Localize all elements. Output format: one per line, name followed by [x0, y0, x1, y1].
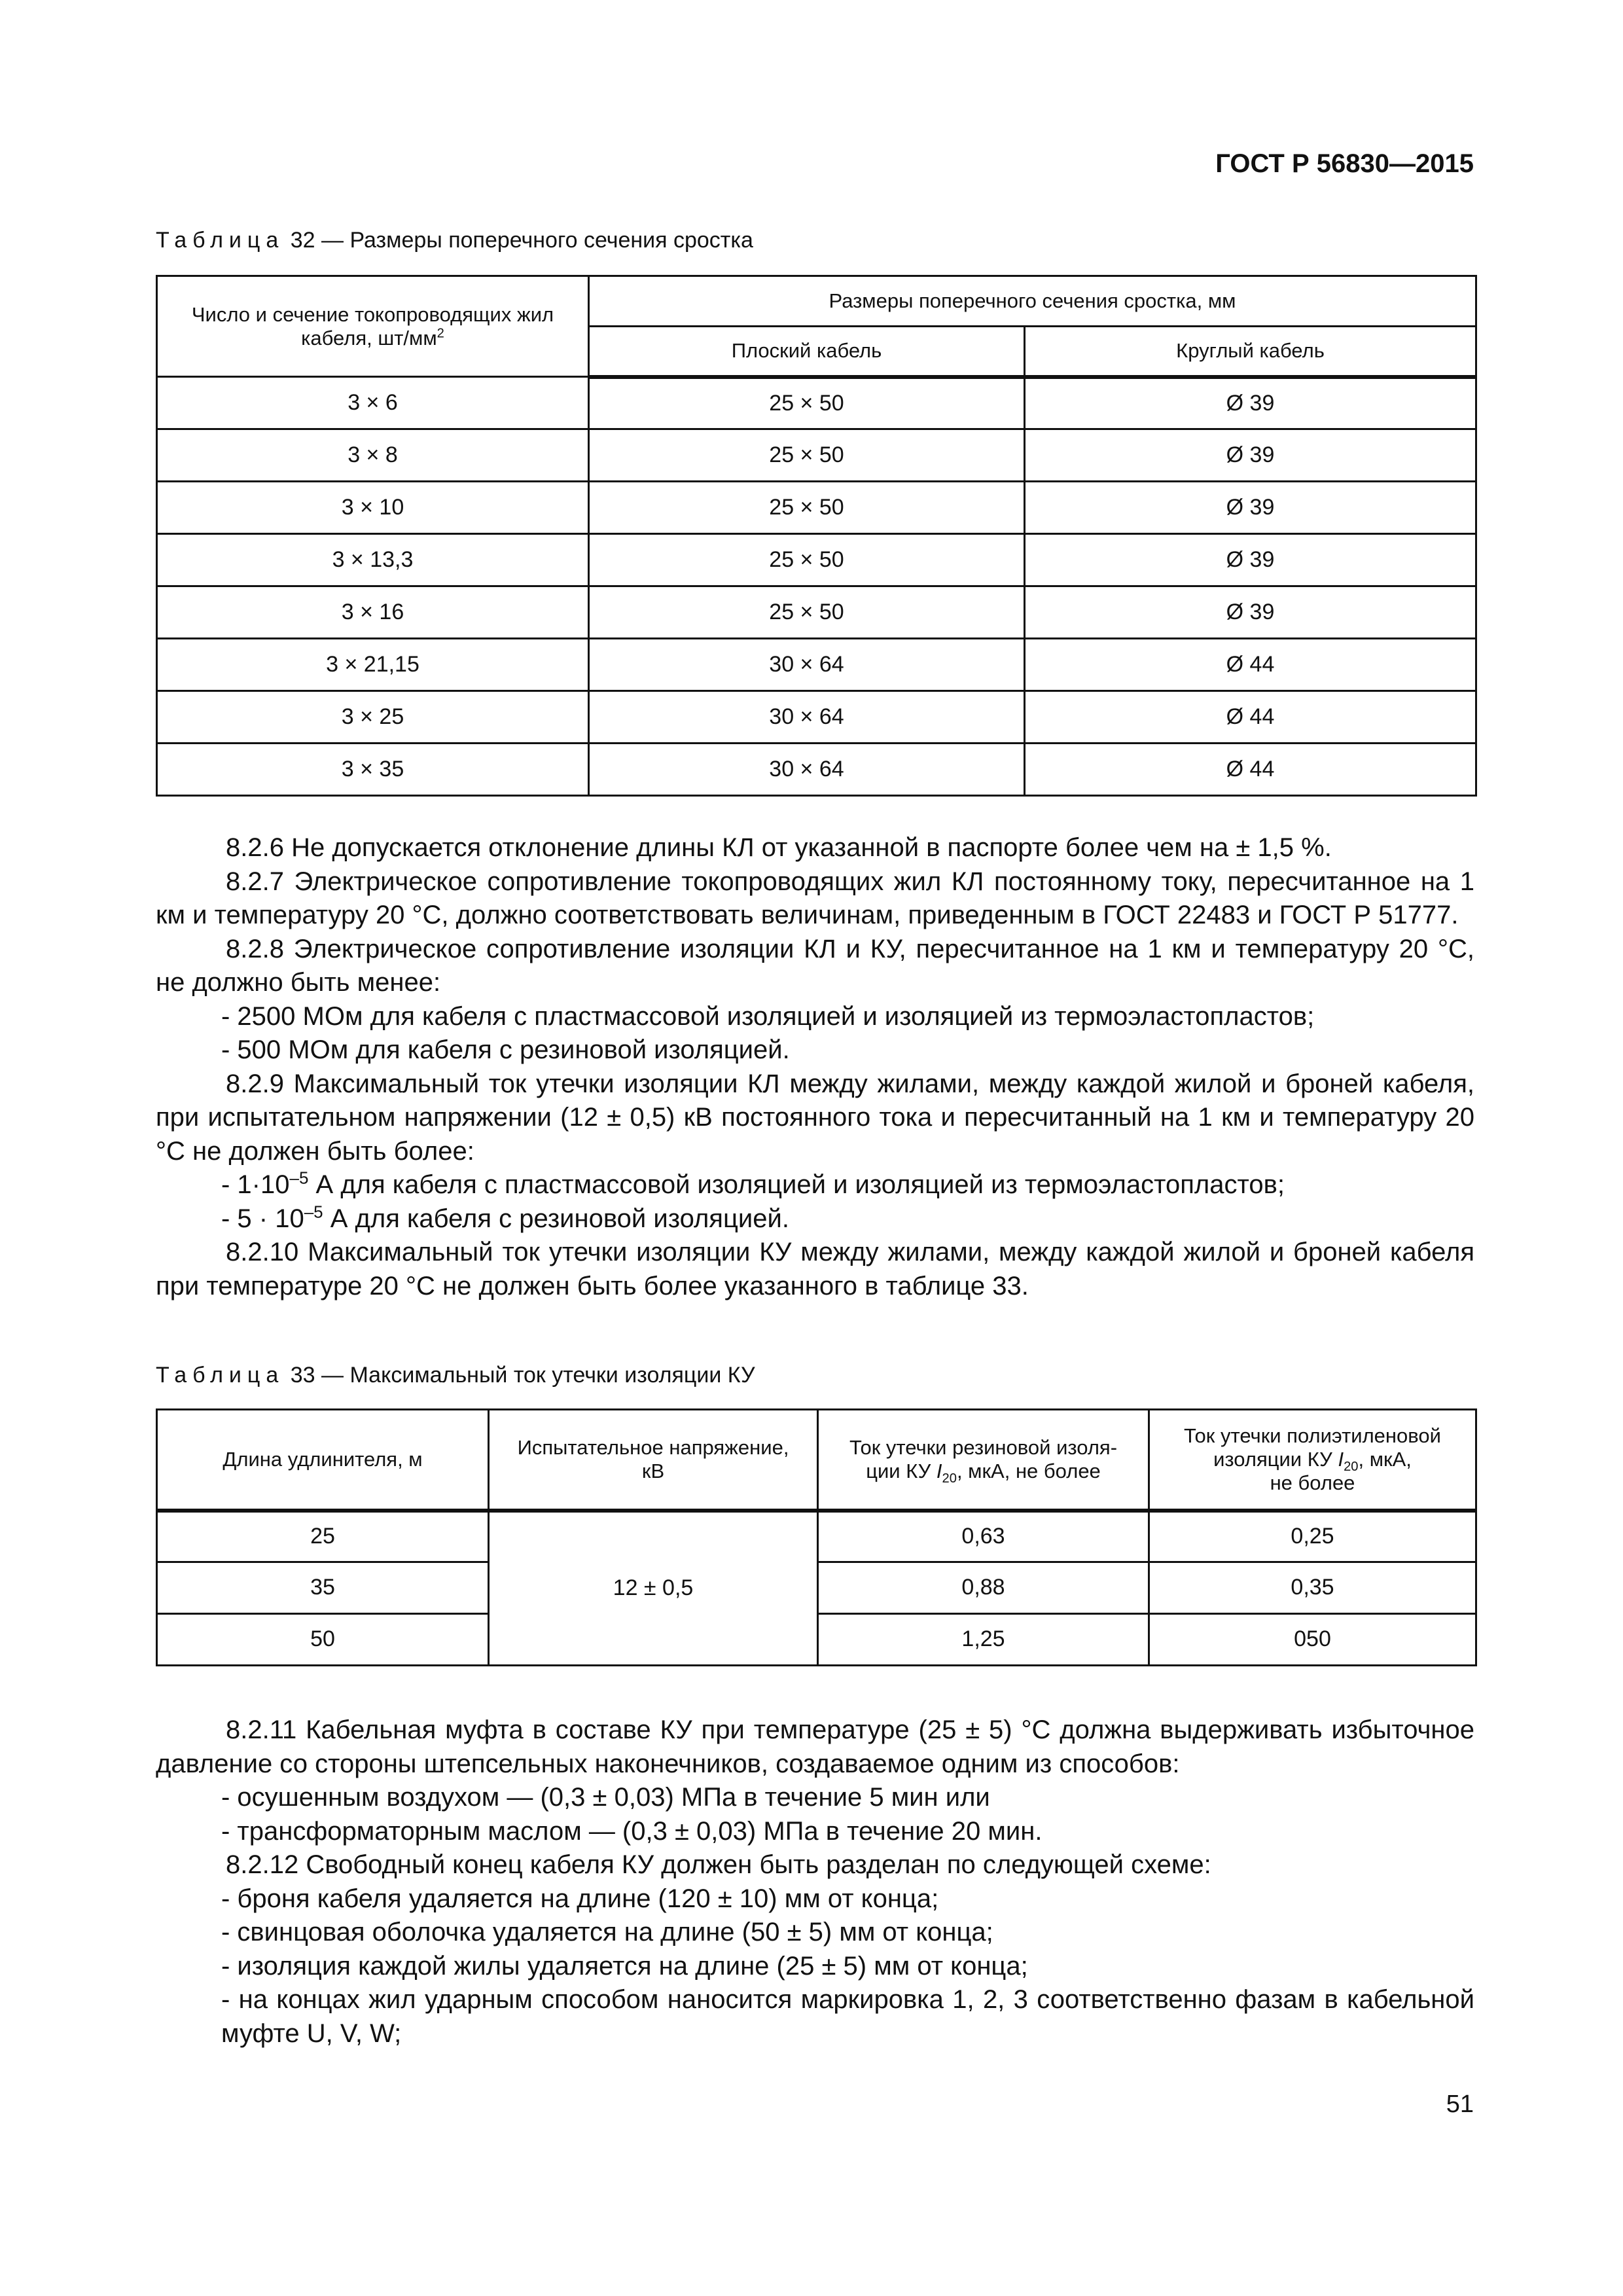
table-cell: 25 × 50: [589, 429, 1025, 482]
table-caption-text: 32 — Размеры поперечного сечения сростка: [284, 228, 753, 253]
table-cell: 0,25: [1149, 1511, 1476, 1562]
current-symbol: I: [936, 1459, 942, 1482]
header-line: ции КУ: [866, 1459, 936, 1482]
page-number: 51: [1446, 2090, 1474, 2118]
table-row: [157, 377, 1476, 429]
clause-8-2-10: 8.2.10 Максимальный ток утечки изоляции КУ между жилами, между каждой жилой и броней кабеля при температуре 20 °С не должен быть более указанного в таблице 33.: [156, 1238, 1474, 1300]
table-cell: 1,25: [818, 1614, 1149, 1666]
table-row: [157, 691, 1476, 744]
table-cell: Ø 39: [1025, 429, 1476, 482]
table-cell: 0,35: [1149, 1562, 1476, 1614]
section-8-2-6-to-8-2-10: [156, 831, 1474, 1303]
table-cell: 30 × 64: [589, 691, 1025, 744]
table-33-header-voltage: [489, 1410, 818, 1511]
table-row: [157, 429, 1476, 482]
exponent: –5: [289, 1168, 309, 1188]
current-symbol: I: [1338, 1447, 1344, 1471]
table-cell-voltage: 12 ± 0,5: [489, 1511, 818, 1666]
header-line: Испытательное напряжение,: [517, 1436, 789, 1460]
table-cell: 25 × 50: [589, 534, 1025, 586]
table-32-header-count: [157, 276, 589, 377]
table-cell: 3 × 13,3: [157, 534, 589, 586]
clause-8-2-8: 8.2.8 Электрическое сопротивление изоляции КЛ и КУ, пересчитанное на 1 км и температуру 20 °С, не должно быть менее:: [156, 934, 1474, 997]
table-cell: 30 × 64: [589, 639, 1025, 691]
table-32-caption: [156, 228, 753, 253]
table-row: [157, 586, 1476, 639]
table-row: [157, 482, 1476, 534]
table-cell: 25 × 50: [589, 482, 1025, 534]
list-item: - осушенным воздухом — (0,3 ± 0,03) МПа в течение 5 мин или: [221, 1783, 990, 1812]
header-superscript: 2: [437, 326, 444, 341]
table-cell: Ø 44: [1025, 691, 1476, 744]
table-cell: 35: [157, 1562, 489, 1614]
table-row: [157, 744, 1476, 796]
table-33-header-length: Длина удлинителя, м: [157, 1410, 489, 1511]
table-cell: 3 × 21,15: [157, 639, 589, 691]
current-subscript: 20: [1344, 1460, 1359, 1475]
table-33-header-polyethylene: [1149, 1410, 1476, 1511]
list-item: - свинцовая оболочка удаляется на длине (50 ± 5) мм от конца;: [221, 1918, 993, 1946]
list-text: А для кабеля с резиновой изоляцией.: [323, 1204, 789, 1233]
table-32-header-flat: Плоский кабель: [589, 327, 1025, 377]
clause-8-2-9: 8.2.9 Максимальный ток утечки изоляции КЛ между жилами, между каждой жилой и броней кабеля, при испытательном напряжении (12 ± 0,5) кВ постоянного тока и пересчитанный на 1 км и температуру 20 °С не должен быть более:: [156, 1069, 1474, 1166]
table-33: [156, 1408, 1477, 1666]
table-cell: Ø 44: [1025, 639, 1476, 691]
header-line: не более: [1270, 1471, 1355, 1494]
table-cell: 50: [157, 1614, 489, 1666]
table-cell: 3 × 10: [157, 482, 589, 534]
table-32: [156, 275, 1477, 797]
table-32-header-group: Размеры поперечного сечения сростка, мм: [589, 276, 1476, 327]
header-line: Ток утечки полиэтиленовой: [1184, 1424, 1441, 1448]
table-cell: 0,63: [818, 1511, 1149, 1562]
list-item: - трансформаторным маслом — (0,3 ± 0,03) МПа в течение 20 мин.: [221, 1816, 1043, 1846]
table-cell: 050: [1149, 1614, 1476, 1666]
section-8-2-11-to-8-2-12: [156, 1713, 1474, 2051]
table-cell: Ø 39: [1025, 377, 1476, 429]
table-cell: 3 × 35: [157, 744, 589, 796]
list-item: - 2500 МОм для кабеля с пластмассовой изоляцией и изоляцией из термоэластопластов;: [221, 1001, 1315, 1031]
table-caption-word: Таблица: [156, 1363, 285, 1388]
header-line: Число и сечение токопроводящих жил: [191, 302, 554, 326]
current-subscript: 20: [942, 1471, 957, 1486]
table-32-header-round: Круглый кабель: [1025, 327, 1476, 377]
clause-8-2-7: 8.2.7 Электрическое сопротивление токопроводящих жил КЛ постоянному току, пересчитанное на 1 км и температуру 20 °С, должно соответствовать величинам, приведенным в ГОСТ 22483 и ГОСТ Р 51777.: [156, 867, 1474, 929]
list-item: - броня кабеля удаляется на длине (120 ± 10) мм от конца;: [221, 1884, 939, 1913]
header-line: , мкА, не более: [956, 1459, 1101, 1482]
table-row: [157, 639, 1476, 691]
table-cell: 3 × 16: [157, 586, 589, 639]
table-33-header-rubber: [818, 1410, 1149, 1511]
list-item: - 500 МОм для кабеля с резиновой изоляцией.: [221, 1035, 790, 1064]
clause-8-2-12: 8.2.12 Свободный конец кабеля КУ должен быть разделан по следующей схеме:: [226, 1850, 1211, 1879]
table-caption-word: Таблица: [156, 228, 285, 253]
table-row: [157, 534, 1476, 586]
document-code: ГОСТ Р 56830—2015: [1215, 149, 1474, 178]
list-item: - на концах жил ударным способом наносится маркировка 1, 2, 3 соответственно фазам в кабельной муфте U, V, W;: [221, 1985, 1474, 2048]
header-line: кабеля, шт/мм: [301, 326, 437, 350]
table-33-caption: [156, 1363, 755, 1388]
header-line: , мкА,: [1358, 1447, 1412, 1471]
list-text: - 1·10: [221, 1170, 290, 1199]
table-cell: 0,88: [818, 1562, 1149, 1614]
table-cell: 25 × 50: [589, 377, 1025, 429]
list-item: [156, 1202, 1474, 1236]
table-cell: Ø 39: [1025, 482, 1476, 534]
list-item: [156, 1168, 1474, 1202]
table-cell: 3 × 25: [157, 691, 589, 744]
table-cell: 25: [157, 1511, 489, 1562]
table-cell: Ø 39: [1025, 586, 1476, 639]
table-cell: Ø 39: [1025, 534, 1476, 586]
list-item: - изоляция каждой жилы удаляется на длине (25 ± 5) мм от конца;: [221, 1951, 1028, 1981]
table-cell: 30 × 64: [589, 744, 1025, 796]
table-cell: Ø 44: [1025, 744, 1476, 796]
table-cell: 3 × 6: [157, 377, 589, 429]
header-line: кВ: [641, 1459, 665, 1482]
table-cell: 25 × 50: [589, 586, 1025, 639]
exponent: –5: [304, 1202, 323, 1222]
list-text: - 5 · 10: [221, 1204, 304, 1233]
clause-8-2-11: 8.2.11 Кабельная муфта в составе КУ при температуре (25 ± 5) °С должна выдерживать избыточное давление со стороны штепсельных наконечников, создаваемое одним из способов:: [156, 1715, 1474, 1778]
table-caption-text: 33 — Максимальный ток утечки изоляции КУ: [284, 1363, 755, 1388]
list-text: А для кабеля с пластмассовой изоляцией и изоляцией из термоэластопластов;: [308, 1170, 1285, 1199]
header-line: изоляции КУ: [1213, 1447, 1338, 1471]
header-line: Ток утечки резиновой изоля-: [849, 1436, 1118, 1460]
table-cell: 3 × 8: [157, 429, 589, 482]
clause-8-2-6: 8.2.6 Не допускается отклонение длины КЛ от указанной в паспорте более чем на ± 1,5 %.: [226, 833, 1332, 862]
